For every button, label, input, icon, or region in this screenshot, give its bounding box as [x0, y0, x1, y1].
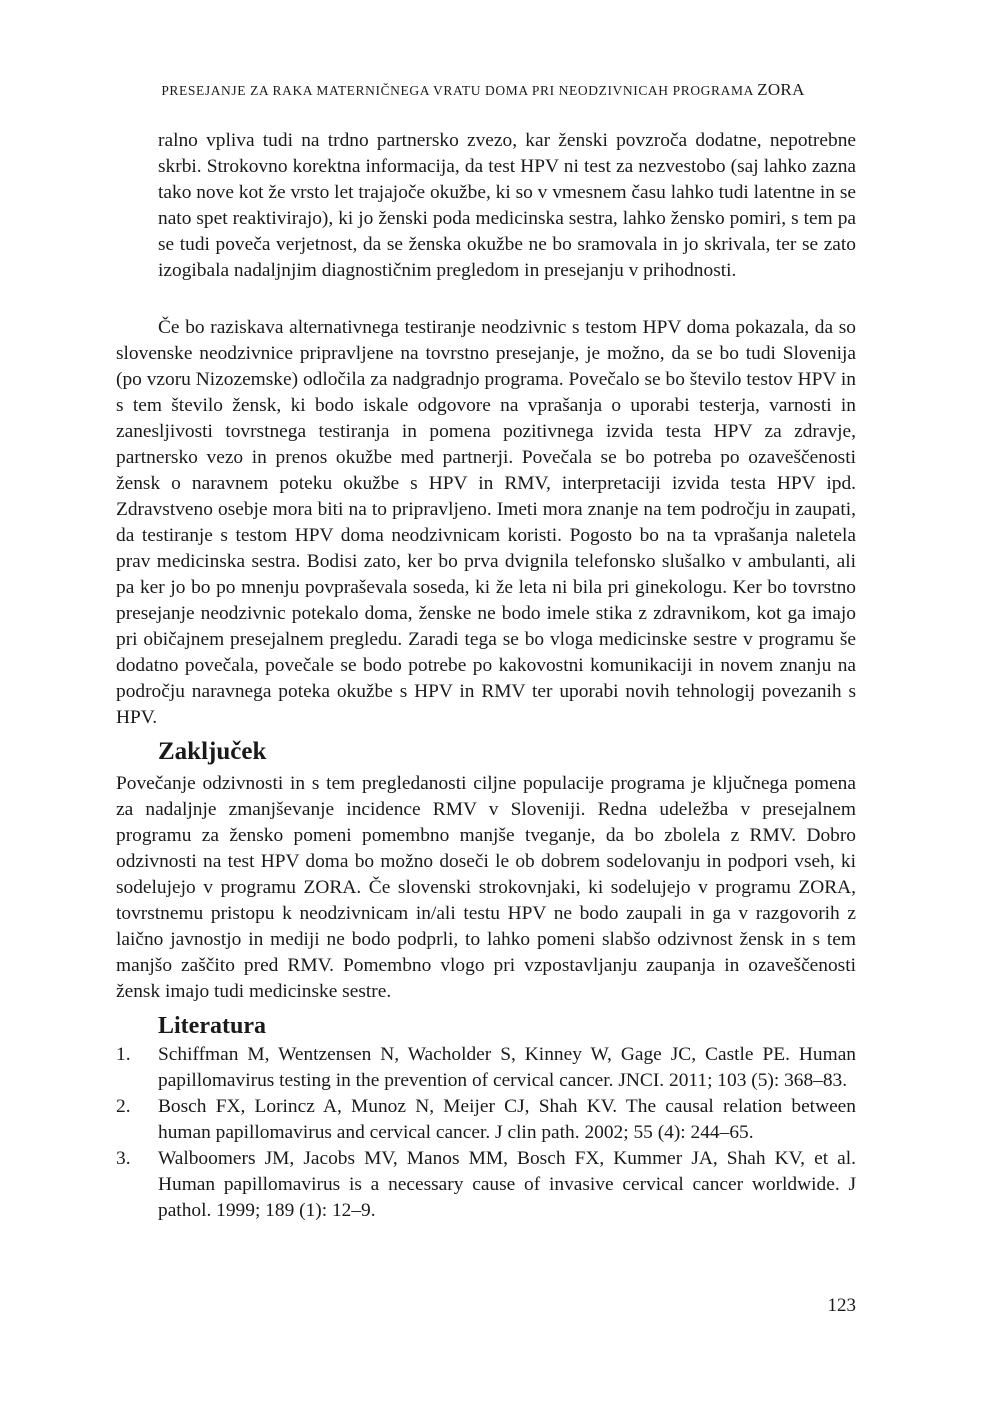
reference-text: Walboomers JM, Jacobs MV, Manos MM, Bosch FX, Kummer JA, Shah KV, et al. Human papillomavirus is a necessary cause of invasive cervical cancer worldwide. J pathol. 1999; 189 (1): 12–9. [158, 1148, 856, 1221]
reference-number: 3. [116, 1148, 131, 1169]
conclusion-heading: Zaključek [158, 738, 267, 765]
running-head-program: ZORA [757, 80, 805, 99]
running-head [0, 80, 966, 100]
reference-text: Schiffman M, Wentzensen N, Wacholder S, Kinney W, Gage JC, Castle PE. Human papillomavirus testing in the prevention of cervical cancer. JNCI. 2011; 103 (5): 368–83. [158, 1044, 856, 1091]
running-head-title: PRESEJANJE ZA RAKA MATERNIČNEGA VRATU DOMA PRI NEODZIVNICAH PROGRAMA [161, 83, 754, 98]
reference-item [116, 1094, 856, 1146]
reference-number: 2. [116, 1096, 131, 1117]
reference-item [116, 1146, 856, 1224]
paragraph-second [116, 315, 856, 731]
reference-list [116, 1042, 856, 1224]
reference-item [116, 1042, 856, 1094]
page-number: 123 [827, 1295, 856, 1316]
reference-text: Bosch FX, Lorincz A, Munoz N, Meijer CJ, Shah KV. The causal relation between human papillomavirus and cervical cancer. J clin path. 2002; 55 (4): 244–65. [158, 1096, 856, 1143]
references-heading: Literatura [158, 1013, 266, 1039]
paragraph-second-text: Če bo raziskava alternativnega testiranje neodzivnic s testom HPV doma pokazala, da so slovenske neodzivnice pripravljene na tovrstno presejanje, je možno, da se bo tudi Slovenija (po vzoru Nizozemske) odločila za nadgradnjo programa. Povečalo se bo število testov HPV in s tem število žensk, ki bodo iskale odgovore na vprašanja o uporabi testerja, varnosti in zanesljivosti tovrstnega testiranja in pomena pozitivnega izvida testa HPV za zdravje, partnersko vezo in prenos okužbe med partnerji. Povečala se bo potreba po ozaveščenosti žensk o naravnem poteku okužbe s HPV in RMV, interpretaciji izvida testa HPV ipd. Zdravstveno osebje mora biti na to pripravljeno. Imeti mora znanje na tem področju in zaupati, da testiranje s testom HPV doma neodzivnicam koristi. Pogosto bo na ta vprašanja naletela prav medicinska sestra. Bodisi zato, ker bo prva dvignila telefonsko slušalko v ambulanti, ali pa ker jo bo po mnenju povpraševala soseda, ki že leta ni bila pri ginekologu. Ker bo tovrstno presejanje neodzivnic potekalo doma, ženske ne bodo imele stika z zdravnikom, kot ga imajo pri običajnem presejalnem pregledu. Zaradi tega se bo vloga medicinske sestre v programu še dodatno povečala, povečale se bodo potrebe po kakovostni komunikaciji in novem znanju na področju naravnega poteka okužbe s HPV in RMV ter uporabi novih tehnologij povezanih s HPV. [116, 317, 856, 728]
reference-number: 1. [116, 1044, 131, 1065]
conclusion-text: Povečanje odzivnosti in s tem pregledanosti ciljne populacije programa je ključnega pomena za nadaljnje zmanjševanje incidence RMV v Sloveniji. Redna udeležba v presejalnem programu za žensko pomeni pomembno manjše tveganje, da bo zbolela z RMV. Dobro odzivnosti na test HPV doma bo možno doseči le ob dobrem sodelovanju in podpori vseh, ki sodelujejo v programu ZORA. Če slovenski strokovnjaki, ki sodelujejo v programu ZORA, tovrstnemu pristopu k neodzivnicam in/ali testu HPV ne bodo zaupali in ga v razgovorih z laično javnostjo in mediji ne bodo podprli, to lahko pomeni slabšo odzivnost žensk in s tem manjšo zaščito pred RMV. Pomembno vlogo pri vzpostavljanju zaupanja in ozaveščenosti žensk imajo tudi medicinske sestre. [116, 773, 856, 1002]
paragraph-continued: ralno vpliva tudi na trdno partnersko zvezo, kar ženski povzroča dodatne, nepotrebne skrbi. Strokovno korektna informacija, da test HPV ni test za nezvestobo (saj lahko zazna tako nove kot že vrsto let trajajoče okužbe, ki so v vmesnem času lahko tudi latentne in se nato spet reaktivirajo), ki jo ženski poda medicinska sestra, lahko žensko pomiri, s tem pa se tudi poveča verjetnost, da se ženska okužbe ne bo sramovala in jo skrivala, ter se zato izogibala nadaljnjim diagnostičnim pregledom in presejanju v prihodnosti. [158, 130, 856, 281]
